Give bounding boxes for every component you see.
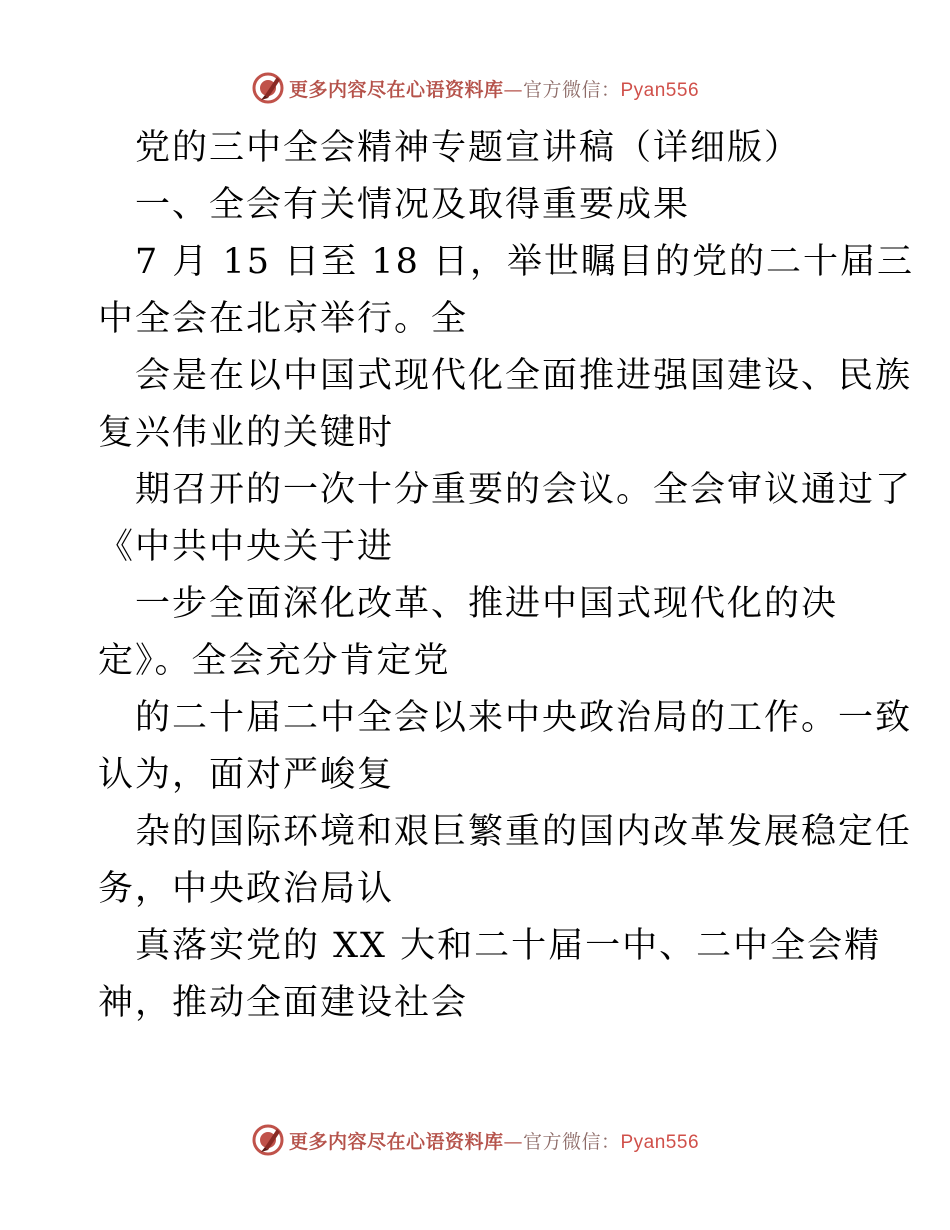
paragraph-line: 复兴伟业的关键时 [98,413,395,453]
pen-logo-icon [251,1123,285,1157]
paragraph-line: 《中共中央关于进 [98,527,395,567]
paragraph-line: 杂的国际环境和艰巨繁重的国内改革发展稳定任 [135,812,913,852]
paragraph-line: 的二十届二中全会以来中央政治局的工作。一致 [135,698,913,738]
header-watermark-banner [0,68,950,108]
banner-text [289,75,699,102]
banner-label: 官方微信： [522,1130,621,1153]
paragraph-line: 期召开的一次十分重要的会议。全会审议通过了 [135,470,913,510]
paragraph-line: 神，推动全面建设社会 [98,983,469,1023]
paragraph-line: 真落实党的 XX 大和二十届一中、二中全会精 [135,926,882,966]
pen-logo-icon [251,71,285,105]
paragraph-line: 定》。全会充分肯定党 [98,641,451,681]
paragraph-line: 一步全面深化改革、推进中国式现代化的决 [135,584,839,624]
banner-text [289,1127,699,1154]
paragraph-line: 中全会在北京举行。全 [98,299,469,339]
banner-slogan: 更多内容尽在心语资料库 [288,78,504,101]
paragraph-line: 7 月 15 日至 18 日，举世瞩目的党的二十届三 [135,242,914,282]
document-body [98,120,914,1032]
banner-dash: — [503,78,523,101]
section-heading: 一、全会有关情况及取得重要成果 [135,185,691,225]
banner-wechat-id: Pyan556 [620,79,700,101]
paragraph-line: 认为，面对严峻复 [98,755,395,795]
paragraph-line: 务，中央政治局认 [98,869,395,909]
banner-slogan: 更多内容尽在心语资料库 [288,1130,504,1153]
banner-dash: — [503,1130,523,1153]
footer-watermark-banner [0,1120,950,1160]
paragraph-line: 会是在以中国式现代化全面推进强国建设、民族 [135,356,913,396]
document-title: 党的三中全会精神专题宣讲稿（详细版） [135,128,802,168]
banner-label: 官方微信： [522,78,621,101]
banner-wechat-id: Pyan556 [620,1131,700,1153]
